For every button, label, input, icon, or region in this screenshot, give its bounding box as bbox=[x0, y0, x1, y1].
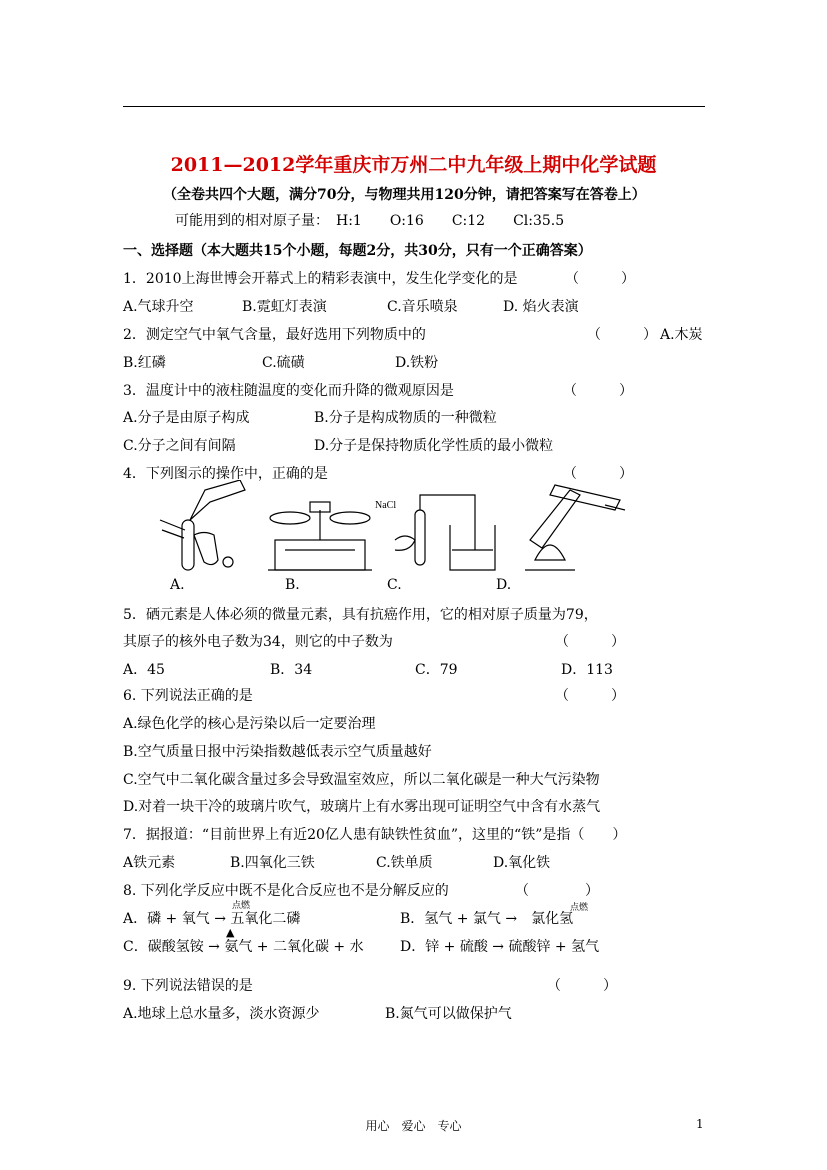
q5-option-b: B．34 bbox=[270, 662, 313, 678]
q2-option-d: D.铁粉 bbox=[395, 355, 439, 371]
q6-stem: 6. 下列说法正确的是 bbox=[123, 688, 253, 704]
q8-option-b: B．氢气 + 氯气 → 氯化氢 bbox=[400, 911, 574, 927]
q1-option-d: D. 焰火表演 bbox=[503, 299, 579, 315]
q4-label-c: C. bbox=[387, 577, 402, 593]
figure-d-heating bbox=[525, 485, 625, 570]
figure-c-test-tube bbox=[395, 495, 495, 570]
q8-blank: （ ） bbox=[515, 883, 599, 899]
q9-option-a: A.地球上总水量多，淡水资源少 bbox=[123, 1006, 320, 1022]
q2-stem: 2．测定空气中氧气含量，最好选用下列物质中的 bbox=[123, 327, 426, 343]
q1-stem: 1．2010上海世博会开幕式上的精彩表演中，发生化学变化的是 bbox=[123, 271, 518, 287]
q5-stem-line1: 5．硒元素是人体必须的微量元素，具有抗癌作用，它的相对原子质量为79， bbox=[123, 607, 598, 623]
footer-motto: 用心 爱心 专心 bbox=[365, 1119, 462, 1133]
q4-label-d: D. bbox=[496, 577, 512, 593]
q2-blank: （ ） bbox=[587, 327, 657, 343]
q9-blank: （ ） bbox=[547, 978, 617, 994]
q8-stem: 8. 下列化学反应中既不是化合反应也不是分解反应的 bbox=[123, 883, 449, 899]
q4-label-a: A. bbox=[170, 577, 185, 593]
q1-option-c: C.音乐喷泉 bbox=[387, 299, 458, 315]
page-number: 1 bbox=[696, 1117, 704, 1131]
q1-blank: （ ） bbox=[565, 271, 635, 287]
q7-option-d: D.氧化铁 bbox=[493, 855, 551, 871]
q6-blank: （ ） bbox=[555, 688, 625, 704]
nacl-label: NaCl bbox=[375, 500, 397, 511]
q8-condition-b: 点燃 bbox=[570, 903, 589, 913]
q7-option-c: C.铁单质 bbox=[376, 855, 433, 871]
q9-option-b: B.氮气可以做保护气 bbox=[385, 1006, 512, 1022]
q5-option-a: A．45 bbox=[123, 662, 165, 678]
q5-stem-line2: 其原子的核外电子数为34，则它的中子数为 bbox=[123, 634, 393, 650]
q3-option-b: B.分子是构成物质的一种微粒 bbox=[314, 410, 497, 426]
q6-option-d: D.对着一块干冷的玻璃片吹气，玻璃片上有水雾出现可证明空气中含有水蒸气 bbox=[123, 799, 601, 815]
q6-option-b: B.空气质量日报中污染指数越低表示空气质量越好 bbox=[123, 744, 432, 760]
header-rule bbox=[123, 106, 705, 107]
q9-stem: 9. 下列说法错误的是 bbox=[123, 978, 253, 994]
q1-option-b: B.霓虹灯表演 bbox=[242, 299, 327, 315]
q5-option-d: D．113 bbox=[561, 662, 613, 678]
q8-condition-a: 点燃 bbox=[232, 901, 251, 911]
atomic-masses: 可能用到的相对原子量： H:1 O:16 C:12 Cl:35.5 bbox=[175, 213, 565, 229]
q8-condition-c: ▲ bbox=[226, 926, 235, 939]
q6-option-c: C.空气中二氧化碳含量过多会导致温室效应，所以二氧化碳是一种大气污染物 bbox=[123, 772, 600, 788]
q2-option-c: C.硫磺 bbox=[262, 355, 305, 371]
q3-option-d: D.分子是保持物质化学性质的最小微粒 bbox=[314, 438, 554, 454]
figure-b-balance bbox=[268, 502, 372, 570]
q8-option-c: C．碳酸氢铵 → 氨气 + 二氧化碳 + 水 bbox=[123, 939, 364, 955]
q1-option-a: A.气球升空 bbox=[123, 299, 194, 315]
q8-option-d: D．锌 + 硫酸 → 硫酸锌 + 氢气 bbox=[400, 939, 600, 955]
q3-option-c: C.分子之间有间隔 bbox=[123, 438, 236, 454]
exam-note: （全卷共四个大题，满分70分，与物理共用120分钟，请把答案写在答卷上） bbox=[163, 187, 646, 203]
q4-label-b: B. bbox=[285, 577, 300, 593]
section-heading: 一、选择题（本大题共15个小题，每题2分，共30分，只有一个正确答案） bbox=[123, 243, 592, 259]
q7-stem: 7．据报道：“目前世界上有近20亿人患有缺铁性贫血”，这里的“铁”是指（ ） bbox=[123, 827, 627, 843]
q5-blank: （ ） bbox=[555, 634, 625, 650]
q3-stem: 3．温度计中的液柱随温度的变化而升降的微观原因是 bbox=[123, 383, 454, 399]
q3-option-a: A.分子是由原子构成 bbox=[123, 410, 250, 426]
q8-option-a: A．磷 + 氧气 → 五氧化二磷 bbox=[123, 911, 301, 927]
q7-option-b: B.四氧化三铁 bbox=[230, 855, 315, 871]
q6-option-a: A.绿色化学的核心是污染以后一定要治理 bbox=[123, 716, 376, 732]
q7-option-a: A铁元素 bbox=[123, 855, 176, 871]
lab-operations-figure bbox=[150, 480, 630, 580]
q5-option-c: C．79 bbox=[415, 662, 458, 678]
q4-blank: （ ） bbox=[563, 466, 633, 482]
q2-option-b: B.红磷 bbox=[123, 355, 166, 371]
figure-a-pouring bbox=[160, 480, 245, 570]
q3-blank: （ ） bbox=[563, 383, 633, 399]
q2-option-a: A.木炭 bbox=[660, 327, 703, 343]
document-title: 2011—2012学年重庆市万州二中九年级上期中化学试题 bbox=[170, 154, 657, 176]
q4-stem: 4．下列图示的操作中，正确的是 bbox=[123, 466, 328, 482]
